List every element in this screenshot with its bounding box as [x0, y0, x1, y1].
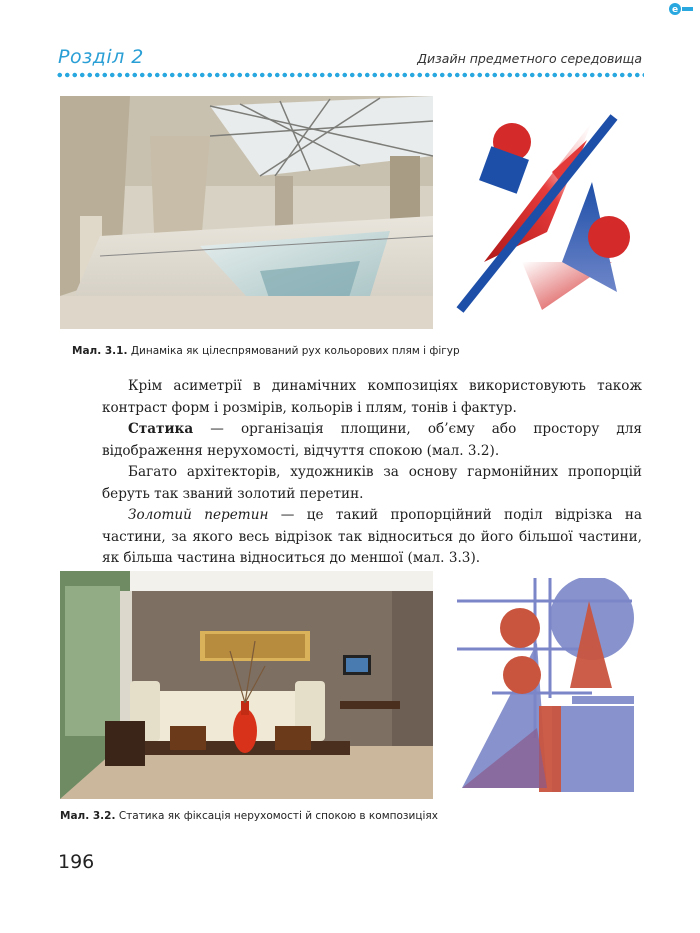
e-logo-icon	[668, 2, 694, 16]
living-room-interior-photo	[60, 571, 433, 799]
lavender-strip	[572, 696, 634, 704]
chapter-title: Дизайн предметного середовища	[417, 51, 642, 66]
atrium-interior-photo	[60, 96, 433, 329]
paragraph-4: Золотий перетин — це такий пропорційний поділ відрізка на частини, за якого весь відрізок так відноситься до його більшої частини, як більша частина відноситься до меншої (мал. 3.3).	[102, 507, 642, 566]
main-text	[102, 376, 642, 570]
terracotta-circle-middle	[503, 656, 541, 694]
lavender-square-lower	[552, 706, 634, 792]
header-dotted-divider	[56, 72, 644, 78]
term-statics: Статика	[128, 421, 194, 437]
red-circle-right	[588, 216, 630, 258]
paragraph-3: Багато архітекторів, художників за основу гармонійних пропорцій беруть так званий золотий перетин.	[102, 464, 642, 502]
term-golden-ratio: Золотий перетин	[128, 507, 269, 523]
figure-2-number: Мал. 3.2.	[60, 810, 116, 822]
static-composition-artwork	[452, 578, 640, 792]
figure-1-caption	[72, 345, 460, 357]
figure-2-caption	[60, 810, 438, 822]
dynamic-composition-artwork	[452, 112, 642, 317]
figure-2-text: Статика як фіксація нерухомості й спокою в композиціях	[118, 810, 438, 822]
figure-1-text: Динаміка як цілеспрямований рух кольорових плям і фігур	[130, 345, 460, 357]
paragraph-2: Статика — організація площини, об’єму або простору для відображення нерухомості, відчуття спокою (мал. 3.2).	[102, 421, 642, 459]
svg-text:e: e	[671, 5, 679, 15]
terracotta-circle-top	[500, 608, 540, 648]
page-number: 196	[58, 851, 95, 873]
figure-1-number: Мал. 3.1.	[72, 345, 128, 357]
chapter-label: Розділ 2	[58, 46, 144, 68]
paragraph-1: Крім асиметрії в динамічних композиціях використовують також контраст форм і розмірів, кольорів і плям, тонів і фактур.	[102, 378, 642, 416]
